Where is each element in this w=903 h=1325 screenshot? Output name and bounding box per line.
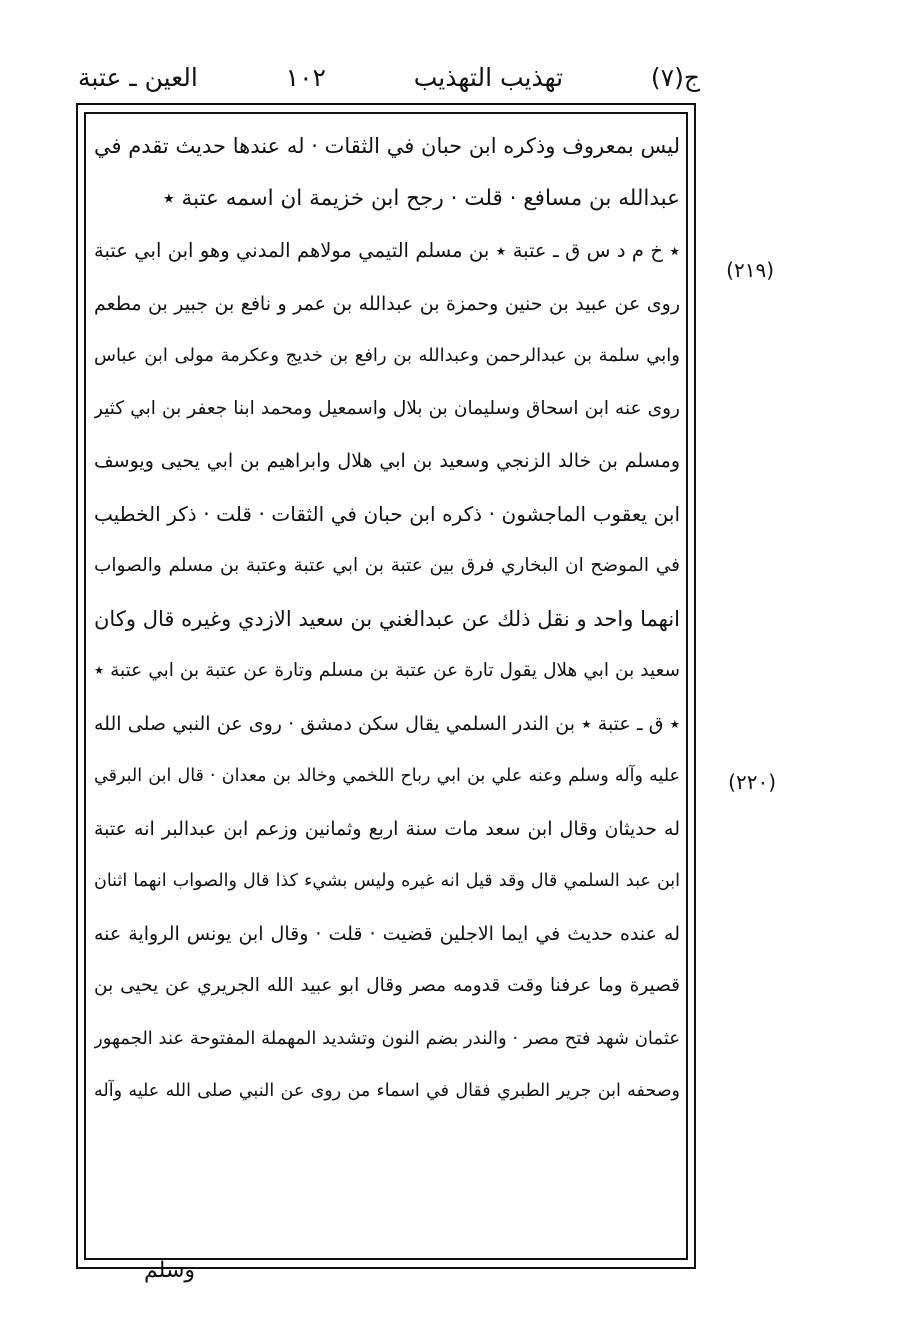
text-line: وابي سلمة بن عبدالرحمن وعبدالله بن رافع بن خديج وعكرمة مولى ابن عباس (94, 345, 680, 366)
text-line: عبدالله بن مسافع · قلت · رجح ابن خزيمة ان اسمه عتبة ٭ (163, 185, 680, 211)
text-line: ابن يعقوب الماجشون · ذكره ابن حبان في الثقات · قلت · ذكر الخطيب (94, 501, 680, 526)
text-line: روى عنه ابن اسحاق وسليمان بن بلال واسمعيل ومحمد ابنا جعفر بن ابي كثير (94, 397, 680, 419)
header-page-number: ١٠٢ (285, 62, 326, 92)
text-line: في الموضح ان البخاري فرق بين عتبة بن ابي عتبة وعتبة بن مسلم والصواب (94, 555, 680, 576)
header-volume: ج(٧) (650, 62, 700, 92)
text-line: روى عن عبيد بن حنين وحمزة بن عبدالله بن عمر و نافع بن جبير بن مطعم (94, 292, 680, 315)
header-book-title: تهذيب التهذيب (413, 62, 564, 92)
text-line: ومسلم بن خالد الزنجي وسعيد بن ابي هلال وابراهيم بن ابي يحيى ويوسف (94, 450, 680, 472)
text-line: انهما واحد و نقل ذلك عن عبدالغني بن سعيد الازدي وغيره قال وكان (94, 606, 680, 631)
text-line: له عنده حديث في ايما الاجلين قضيت · قلت · وقال ابن يونس الرواية عنه (94, 922, 680, 945)
catchword: وسلم (144, 1258, 195, 1283)
text-line: ليس بمعروف وذكره ابن حبان في الثقات · له عندها حديث تقدم في (94, 134, 680, 158)
text-line: ٭ ق ـ عتبة ٭ بن الندر السلمي يقال سكن دمشق · روى عن النبي صلى الله (94, 712, 680, 735)
text-line: عثمان شهد فتح مصر · والندر بضم النون وتشديد المهملة المفتوحة عند الجمهور (94, 1027, 680, 1049)
text-line: ٭ خ م د س ق ـ عتبة ٭ بن مسلم التيمي مولاهم المدني وهو ابن ابي عتبة (94, 239, 680, 262)
text-line: ابن عبد السلمي قال وقد قيل انه غيره وليس بشيء كذا قال والصواب انهما اثنان (94, 871, 680, 891)
text-line: عليه وآله وسلم وعنه علي بن ابي رباح اللخمي وخالد بن معدان · قال ابن البرقي (94, 766, 680, 786)
text-line: قصيرة وما عرفنا وقت قدومه مصر وقال ابو عبيد الله الجريري عن يحيى بن (94, 975, 680, 996)
text-line: سعيد بن ابي هلال يقول تارة عن عتبة بن مسلم وتارة عن عتبة بن ابي عتبة ٭ (94, 660, 680, 681)
running-header (78, 52, 700, 102)
body-text (94, 120, 680, 1118)
text-line: وصحفه ابن جرير الطبري فقال في اسماء من روى عن النبي صلى الله عليه وآله (94, 1081, 680, 1101)
text-line: له حديثان وقال ابن سعد مات سنة اربع وثمانين وزعم ابن عبدالبر انه عتبة (94, 817, 680, 840)
header-section: العين ـ عتبة (78, 62, 198, 92)
entry-number: (٢١٩) (726, 258, 774, 282)
entry-number: (٢٢٠) (728, 770, 776, 794)
